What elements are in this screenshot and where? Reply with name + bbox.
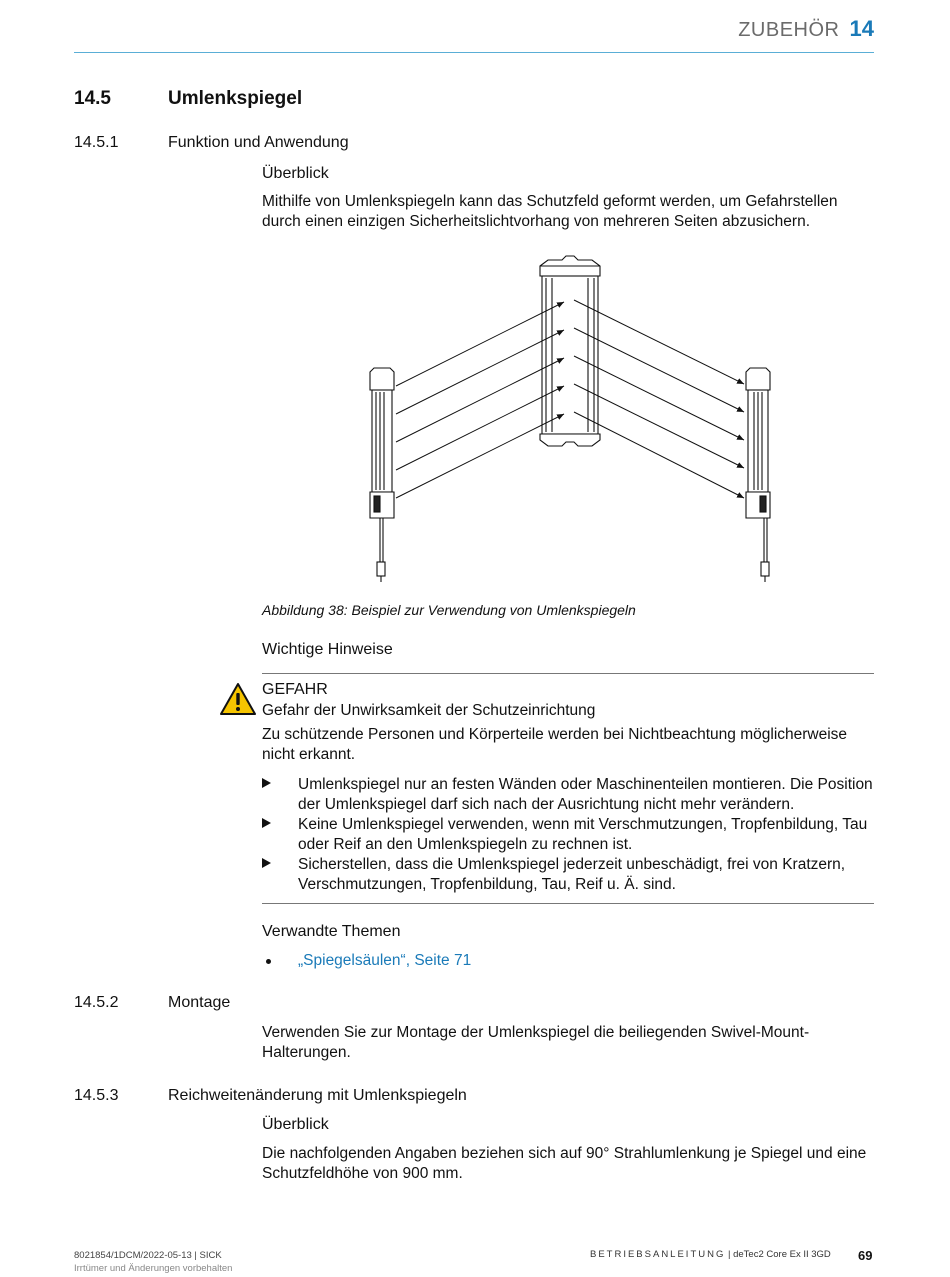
list-item — [262, 775, 874, 815]
mirror-column-illustration — [540, 256, 600, 446]
subsection-number: 14.5.1 — [74, 134, 119, 151]
arrow-bullet-icon — [262, 858, 271, 868]
warning-hazard: Gefahr der Unwirksamkeit der Schutzeinrichtung — [262, 702, 596, 719]
measure-text: Keine Umlenkspiegel verwenden, wenn mit Verschmutzungen, Tropfenbildung, Tau oder Reif an den Umlenkspiegeln zu rechnen ist. — [298, 816, 868, 853]
deflection-mirror-figure — [360, 252, 780, 588]
footer-separator: | — [725, 1249, 734, 1260]
arrow-bullet-icon — [262, 818, 271, 828]
subsection-title: Montage — [168, 994, 231, 1011]
list-item — [262, 855, 874, 895]
receiver-column-illustration — [746, 368, 770, 582]
list-item — [262, 815, 874, 855]
footer-doc-info — [74, 1249, 232, 1275]
warning-measures-list — [262, 775, 874, 895]
incoming-light-beams — [396, 302, 564, 498]
section-number: 14.5 — [74, 88, 111, 109]
footer-doc-type: BETRIEBSANLEITUNG — [590, 1249, 726, 1260]
header-section-name: ZUBEHÖR — [738, 19, 840, 41]
overview-text: Mithilfe von Umlenkspiegeln kann das Schutzfeld geformt werden, um Gefahrstellen durch einen einzigen Sicherheitslichtvorhang von mehreren Seiten abzusichern. — [262, 193, 838, 230]
sender-column-illustration — [370, 368, 394, 582]
subsection-number: 14.5.2 — [74, 994, 119, 1011]
overview-heading: Überblick — [262, 1116, 329, 1133]
footer-product: deTec2 Core Ex II 3GD — [733, 1249, 831, 1260]
warning-top-rule — [262, 673, 874, 674]
footer-doc-id: 8021854/1DCM/2022-05-13 | SICK — [74, 1250, 222, 1261]
range-text: Die nachfolgenden Angaben beziehen sich auf 90° Strahlumlenkung je Spiegel und eine Schutzfeldhöhe von 900 mm. — [262, 1145, 867, 1182]
deflected-light-beams — [574, 300, 744, 498]
footer-disclaimer: Irrtümer und Änderungen vorbehalten — [74, 1263, 233, 1274]
section-title: Umlenkspiegel — [168, 88, 303, 109]
arrow-bullet-icon — [262, 778, 271, 788]
measure-text: Umlenkspiegel nur an festen Wänden oder Maschinenteilen montieren. Die Position der Umlenkspiegel darf sich nach der Ausrichtung nicht mehr verändern. — [298, 776, 873, 813]
overview-heading: Überblick — [262, 165, 329, 182]
header-chapter-number: 14 — [849, 16, 874, 41]
warning-triangle-icon — [219, 682, 257, 716]
subsection-number: 14.5.3 — [74, 1087, 119, 1104]
warning-bottom-rule — [262, 903, 874, 904]
header-divider — [74, 52, 874, 53]
warning-signal-word: GEFAHR — [262, 681, 328, 698]
measure-text: Sicherstellen, dass die Umlenkspiegel jederzeit unbeschädigt, frei von Kratzern, Verschmutzungen, Tropfenbildung, Tau, Reif u. Ä. sind. — [298, 856, 846, 893]
related-link-mirror-columns[interactable]: „Spiegelsäulen“, Seite 71 — [298, 952, 472, 969]
bullet-dot-icon — [266, 959, 271, 964]
notes-heading: Wichtige Hinweise — [262, 641, 393, 658]
figure-caption: Abbildung 38: Beispiel zur Verwendung von Umlenkspiegeln — [262, 602, 636, 618]
subsection-title: Reichweitenänderung mit Umlenkspiegeln — [168, 1087, 467, 1104]
footer-product-info — [590, 1249, 831, 1260]
subsection-title: Funktion und Anwendung — [168, 134, 349, 151]
page-number: 69 — [858, 1248, 873, 1263]
running-header — [738, 16, 874, 42]
related-heading: Verwandte Themen — [262, 923, 401, 940]
warning-consequence: Zu schützende Personen und Körperteile werden bei Nichtbeachtung möglicherweise nicht erkannt. — [262, 726, 848, 763]
related-list-item — [262, 951, 874, 971]
mounting-text: Verwenden Sie zur Montage der Umlenkspiegel die beiliegenden Swivel-Mount-Halterungen. — [262, 1024, 810, 1061]
